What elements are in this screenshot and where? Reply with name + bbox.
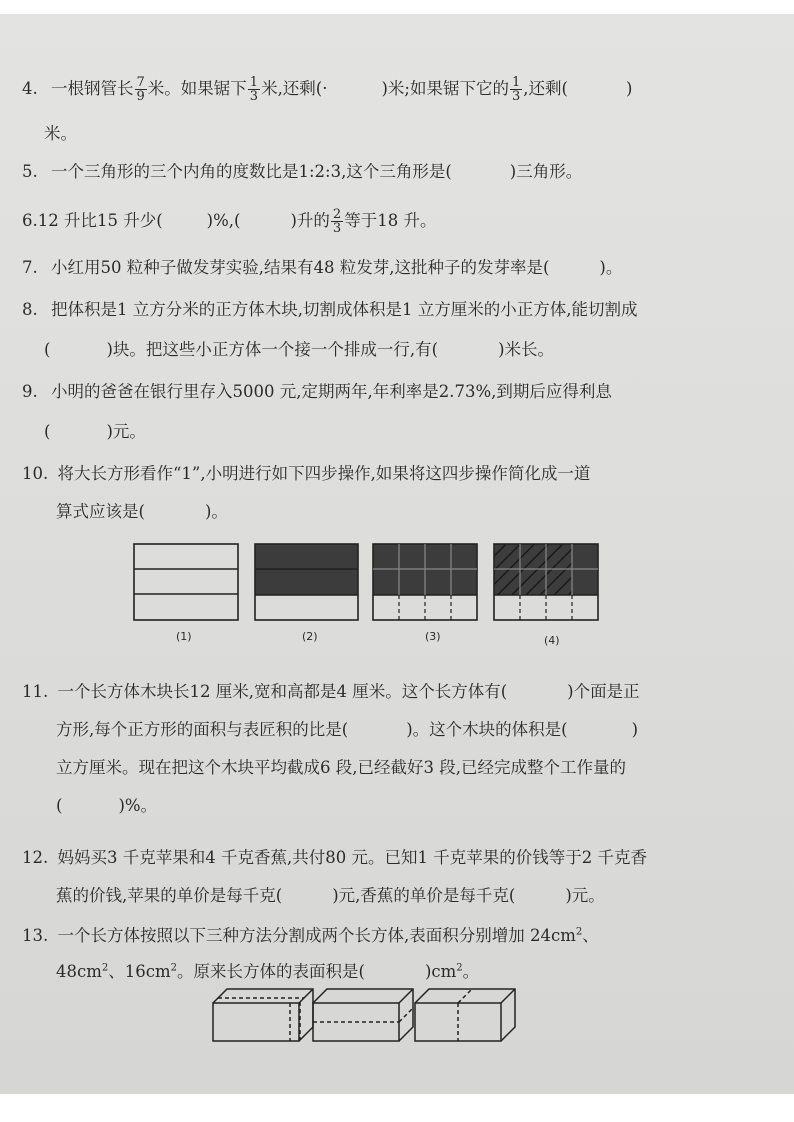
question-13-line-2 bbox=[56, 960, 479, 984]
question-text: 、16cm bbox=[108, 962, 171, 981]
question-6 bbox=[22, 208, 436, 235]
question-number: 6. bbox=[22, 211, 38, 230]
question-9 bbox=[22, 380, 612, 404]
numerator: 1 bbox=[512, 75, 521, 90]
question-text: )块。把这些小正方体一个接一个排成一行,有( bbox=[106, 340, 439, 359]
cuboid-figure-1 bbox=[213, 989, 313, 1041]
question-text: ) bbox=[625, 79, 633, 98]
question-text: )个面是正 bbox=[567, 682, 640, 701]
rectangle-figure-4 bbox=[494, 544, 598, 620]
fraction bbox=[248, 76, 260, 103]
question-text: 48cm bbox=[56, 962, 102, 981]
question-text: )米长。 bbox=[498, 340, 554, 359]
rectangle-figure-1 bbox=[134, 544, 238, 620]
question-text: 。 bbox=[462, 962, 480, 981]
denominator: 3 bbox=[512, 89, 521, 104]
question-text: 小红用50 粒种子做发芽实验,结果有48 粒发芽,这批种子的发芽率是( bbox=[51, 258, 550, 277]
question-number: 12. bbox=[22, 848, 49, 867]
question-text: 米,还剩(· bbox=[261, 79, 328, 98]
question-text: 小明的爸爸在银行里存入5000 元,定期两年,年利率是2.73%,到期后应得利息 bbox=[51, 382, 612, 401]
question-text: 等于18 升。 bbox=[344, 211, 437, 230]
question-text: )元。 bbox=[106, 422, 146, 441]
question-8-line-2 bbox=[44, 338, 554, 362]
superscript: 2 bbox=[456, 962, 463, 974]
question-12-line-2 bbox=[56, 884, 605, 908]
question-number: 13. bbox=[22, 926, 49, 945]
question-number: 4. bbox=[22, 79, 38, 98]
question-text: 算式应该是( bbox=[56, 502, 145, 521]
fraction bbox=[510, 76, 522, 103]
question-text: 米。如果锯下 bbox=[147, 79, 247, 98]
question-number: 10. bbox=[22, 464, 49, 483]
question-text: 方形,每个正方形的面积与表匠积的比是( bbox=[56, 720, 349, 739]
question-number: 8. bbox=[22, 300, 38, 319]
denominator: 3 bbox=[249, 89, 259, 104]
question-text: 一个长方体木块长12 厘米,宽和高都是4 厘米。这个长方体有( bbox=[57, 682, 508, 701]
question-text: 一个三角形的三个内角的度数比是1:2:3,这个三角形是( bbox=[51, 162, 452, 181]
rectangle-figure-3 bbox=[373, 544, 477, 620]
question-text: 、 bbox=[582, 926, 599, 945]
question-4 bbox=[22, 76, 632, 103]
question-text: )米;如果锯下它的 bbox=[381, 79, 509, 98]
superscript: 2 bbox=[101, 962, 109, 974]
question-text: 。原来长方体的表面积是( bbox=[177, 962, 365, 981]
question-text: ( bbox=[44, 340, 51, 359]
q13-figure-row bbox=[0, 985, 794, 1065]
question-number: 11. bbox=[22, 682, 49, 701]
question-number: 9. bbox=[22, 382, 38, 401]
numerator: 1 bbox=[249, 75, 259, 90]
question-text: 蕉的价钱,苹果的单价是每千克( bbox=[56, 886, 283, 905]
figure-label-3: (3) bbox=[425, 630, 441, 643]
question-text: 把体积是1 立方分米的正方体木块,切割成体积是1 立方厘米的小正方体,能切割成 bbox=[51, 300, 638, 319]
question-10-line-2 bbox=[56, 500, 228, 524]
fraction bbox=[135, 76, 147, 103]
question-text: 12 升比15 升少( bbox=[37, 211, 163, 230]
figure-label-2: (2) bbox=[302, 630, 318, 643]
question-text: )元,香蕉的单价是每千克( bbox=[332, 886, 516, 905]
numerator: 2 bbox=[332, 207, 342, 222]
question-text: )元。 bbox=[565, 886, 605, 905]
question-13 bbox=[22, 924, 599, 948]
question-8 bbox=[22, 298, 637, 322]
question-text: 一个长方体按照以下三种方法分割成两个长方体,表面积分别增加 24cm bbox=[57, 926, 576, 945]
superscript: 2 bbox=[170, 962, 178, 974]
fraction bbox=[331, 208, 343, 235]
question-12 bbox=[22, 846, 647, 870]
question-text: )三角形。 bbox=[509, 162, 583, 181]
numerator: 7 bbox=[136, 75, 145, 90]
question-11 bbox=[22, 680, 640, 704]
question-text: )%,( bbox=[206, 211, 241, 230]
question-text: )。这个木块的体积是( bbox=[406, 720, 568, 739]
question-text: ( bbox=[56, 796, 63, 815]
cuboid-figure-3 bbox=[415, 989, 515, 1041]
denominator: 3 bbox=[332, 221, 342, 236]
question-text: )%。 bbox=[118, 796, 158, 815]
figure-label-1: (1) bbox=[176, 630, 192, 643]
question-number: 7. bbox=[22, 258, 38, 277]
question-11-line-2 bbox=[56, 718, 638, 742]
question-text: ,还剩( bbox=[523, 79, 568, 98]
question-11-line-4 bbox=[56, 794, 157, 818]
question-text: 立方厘米。现在把这个木块平均截成6 段,已经截好3 段,已经完成整个工作量的 bbox=[56, 758, 626, 777]
question-text: )升的 bbox=[290, 211, 330, 230]
question-number: 5. bbox=[22, 162, 38, 181]
cuboid-figure-2 bbox=[313, 989, 413, 1041]
question-text: )。 bbox=[599, 258, 623, 277]
figure-label-4: (4) bbox=[544, 634, 560, 647]
question-text: ) bbox=[631, 720, 638, 739]
question-text: 将大长方形看作“1”,小明进行如下四步操作,如果将这四步操作简化成一道 bbox=[57, 464, 591, 483]
question-10 bbox=[22, 462, 590, 486]
question-7 bbox=[22, 256, 622, 280]
question-text: )cm bbox=[424, 962, 457, 981]
question-text: 米。 bbox=[44, 124, 77, 143]
question-text: )。 bbox=[204, 502, 228, 521]
question-5 bbox=[22, 160, 582, 184]
rectangle-figure-2 bbox=[255, 544, 358, 620]
question-text: 妈妈买3 千克苹果和4 千克香蕉,共付80 元。已知1 千克苹果的价钱等于2 千克香 bbox=[57, 848, 647, 867]
question-9-line-2 bbox=[44, 420, 146, 444]
superscript: 2 bbox=[575, 926, 583, 938]
q10-figure-row bbox=[0, 540, 794, 650]
denominator: 9 bbox=[136, 89, 145, 104]
question-text: ( bbox=[44, 422, 51, 441]
question-text: 一根钢管长 bbox=[51, 79, 134, 98]
